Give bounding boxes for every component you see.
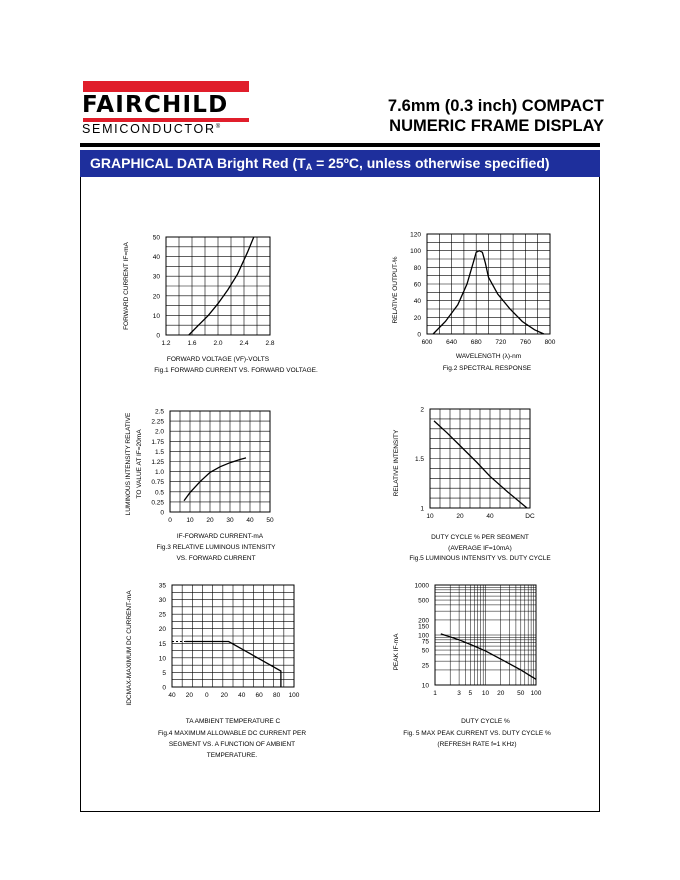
fig6-ytick-label: 50 xyxy=(421,647,429,655)
fig5-xtick-label: 0 xyxy=(205,692,209,699)
fig4-x-axis-label-2: (AVERAGE IF=10mA) xyxy=(448,545,512,552)
fig3-y-axis-label: LUMINOUS INTENSITY RELATIVE xyxy=(125,412,132,516)
fig2-xtick-label: 800 xyxy=(544,339,556,346)
fig3-caption-line: VS. FORWARD CURRENT xyxy=(176,555,256,562)
fig5-ytick-label: 20 xyxy=(158,626,166,634)
fig3-ytick-label: 2.5 xyxy=(154,408,164,416)
fig6-xtick-label: 3 xyxy=(457,690,461,697)
logo-brand: FAIRCHILD xyxy=(82,92,229,118)
fig5-ytick-label: 5 xyxy=(162,669,166,677)
fig2-xtick-label: 680 xyxy=(470,339,482,346)
fig6-ytick-label: 25 xyxy=(421,662,429,670)
title-line-1: 7.6mm (0.3 inch) COMPACT xyxy=(387,97,604,115)
fig1-ytick-label: 20 xyxy=(152,293,160,301)
fig6-xtick-label: 20 xyxy=(497,690,505,697)
section-banner-text: GRAPHICAL DATA Bright Red ($T_A$ = 25ºC, unless otherwise specified) xyxy=(90,155,550,172)
fig4-caption-line: Fig.5 LUMINOUS INTENSITY VS. DUTY CYCLE xyxy=(409,555,551,562)
fig3-x-axis-label: IF-FORWARD CURRENT-mA xyxy=(176,533,264,540)
fig3-ytick-label: 0 xyxy=(160,509,164,517)
fig4-xtick-label: 10 xyxy=(426,513,434,520)
fig1-ytick-label: 30 xyxy=(152,273,160,281)
fig2-ytick-label: 60 xyxy=(413,281,421,289)
fig3-ytick-label: 2.0 xyxy=(154,428,164,436)
fig3-xtick-label: 50 xyxy=(266,517,274,524)
fig6-xtick-label: 100 xyxy=(530,690,542,697)
fig4-ytick-label: 1.5 xyxy=(414,456,424,463)
fig4-xtick-label: 40 xyxy=(486,513,494,520)
fig1-caption-line: Fig.1 FORWARD CURRENT VS. FORWARD VOLTAGE. xyxy=(154,367,318,374)
fig1-ytick-label: 0 xyxy=(156,332,160,340)
fig3-caption-line: Fig.3 RELATIVE LUMINOUS INTENSITY xyxy=(156,544,276,551)
fig2-ytick-label: 80 xyxy=(413,264,421,272)
fig5-xtick-label: 20 xyxy=(220,692,228,699)
fig1-xtick-label: 2.8 xyxy=(265,340,275,347)
fig3-ytick-label: 1.0 xyxy=(154,469,164,477)
fig5-y-axis-label: IDCMAX-MAXIMUM DC CURRENT-mA xyxy=(126,590,133,706)
fig6-x-axis-label: DUTY CYCLE % xyxy=(461,718,510,725)
fig2-ytick-label: 20 xyxy=(413,314,421,322)
fig6-ytick-label: 1000 xyxy=(414,582,429,590)
fig1-xtick-label: 1.2 xyxy=(161,340,171,347)
fig5-caption-line: Fig.4 MAXIMUM ALLOWABLE DC CURRENT PER xyxy=(157,730,307,737)
fig3-ytick-label: 0.75 xyxy=(151,479,164,487)
fig1-ytick-label: 50 xyxy=(152,234,160,242)
fig1-xtick-label: 2.4 xyxy=(239,340,249,347)
fig6-ytick-label: 10 xyxy=(421,682,429,690)
fig4-x-axis-label: DUTY CYCLE % PER SEGMENT xyxy=(431,534,529,541)
fig5-xtick-label: 20 xyxy=(185,692,194,699)
fig5-x-axis-label: TA AMBIENT TEMPERATURE C xyxy=(185,718,281,725)
fig6-xtick-label: 50 xyxy=(517,690,525,697)
fig5-ytick-label: 15 xyxy=(158,640,166,648)
fig2-xtick-label: 600 xyxy=(421,339,433,346)
fig2-xtick-label: 760 xyxy=(519,339,531,346)
fig3-xtick-label: 40 xyxy=(246,517,254,524)
fig4-xtick-label: 20 xyxy=(456,513,464,520)
fig2-ytick-label: 0 xyxy=(417,331,421,339)
fig1-xtick-label: 1.6 xyxy=(187,340,197,347)
fig5-caption-line: TEMPERATURE. xyxy=(206,752,258,759)
fig6-caption-line: Fig. 5 MAX PEAK CURRENT VS. DUTY CYCLE % xyxy=(403,730,551,737)
fig1-xtick-label: 2.0 xyxy=(213,340,223,347)
fig6-y-axis-label: PEAK IF-mA xyxy=(393,633,400,671)
fig1-y-axis-label: FORWARD CURRENT IF=mA xyxy=(123,242,130,330)
logo-subtitle: SEMICONDUCTOR® xyxy=(82,122,222,136)
fig6-xtick-label: 1 xyxy=(433,690,437,697)
fig6-ytick-label: 100 xyxy=(418,632,429,640)
fig3-ytick-label: 1.5 xyxy=(154,448,164,456)
fig5-xtick-label: 40 xyxy=(168,692,176,699)
fig5-xtick-label: 60 xyxy=(255,692,263,699)
fig3-ytick-label: 1.75 xyxy=(151,438,164,446)
fig6-xtick-label: 5 xyxy=(468,690,473,697)
fig5-xtick-label: 40 xyxy=(238,692,246,699)
fig4-xtick-label: DC xyxy=(525,513,535,520)
fig3-ytick-label: 2.25 xyxy=(151,418,164,426)
fig2-caption-line: Fig.2 SPECTRAL RESPONSE xyxy=(442,365,532,372)
fig3-xtick-label: 0 xyxy=(168,517,172,524)
fig2-ytick-label: 100 xyxy=(410,248,421,256)
title-line-2: NUMERIC FRAME DISPLAY xyxy=(389,117,604,135)
fig3-ytick-label: 0.5 xyxy=(154,489,164,497)
fig6-xtick-label: 10 xyxy=(481,690,490,697)
fig5-xtick-label: 80 xyxy=(272,692,281,699)
fig3-series-line xyxy=(184,458,246,501)
fig3-ytick-label: 1.25 xyxy=(151,459,164,466)
fig2-xtick-label: 640 xyxy=(446,339,458,346)
fig3-ytick-label: 0.25 xyxy=(151,499,164,507)
fig4-ytick-label: 1 xyxy=(420,505,424,513)
fig2-ytick-label: 120 xyxy=(410,231,421,239)
fig2-xtick-label: 720 xyxy=(495,339,507,346)
fig3-xtick-label: 30 xyxy=(226,517,234,524)
fig5-ytick-label: 30 xyxy=(158,597,166,605)
fig3-xtick-label: 10 xyxy=(186,517,194,524)
fig1-x-axis-label: FORWARD VOLTAGE (VF)-VOLTS xyxy=(166,356,270,363)
fig6-ytick-label: 75 xyxy=(421,638,429,646)
fig2-y-axis-label: RELATIVE OUTPUT-% xyxy=(392,256,399,324)
fig3-xtick-label: 20 xyxy=(206,517,214,524)
fig6-ytick-label: 150 xyxy=(418,623,429,631)
fig6-caption-line: (REFRESH RATE f=1 KHz) xyxy=(437,741,517,748)
fig6-series-line xyxy=(441,634,536,679)
fig4-ytick-label: 2 xyxy=(420,406,424,414)
fig3-y-axis-label: TO VALUE AT IF=20mA xyxy=(136,429,143,499)
fig5-xtick-label: 100 xyxy=(288,692,300,699)
fig1-ytick-label: 10 xyxy=(152,312,160,320)
fig4-y-axis-label: RELATIVE INTENSITY xyxy=(393,429,400,497)
fig6-ytick-label: 200 xyxy=(418,617,429,625)
fig5-caption-line: SEGMENT VS. A FUNCTION OF AMBIENT xyxy=(168,741,296,748)
fig4-series-line xyxy=(434,421,527,508)
fig2-x-axis-label: WAVELENGTH (λ)-nm xyxy=(455,353,522,360)
fig5-ytick-label: 0 xyxy=(162,684,166,692)
fig5-ytick-label: 25 xyxy=(158,611,166,619)
fig5-ytick-label: 10 xyxy=(158,655,166,663)
fig5-ytick-label: 35 xyxy=(158,582,166,590)
fig1-ytick-label: 40 xyxy=(152,254,160,262)
fig2-ytick-label: 40 xyxy=(413,298,421,306)
fig6-ytick-label: 500 xyxy=(418,597,429,605)
